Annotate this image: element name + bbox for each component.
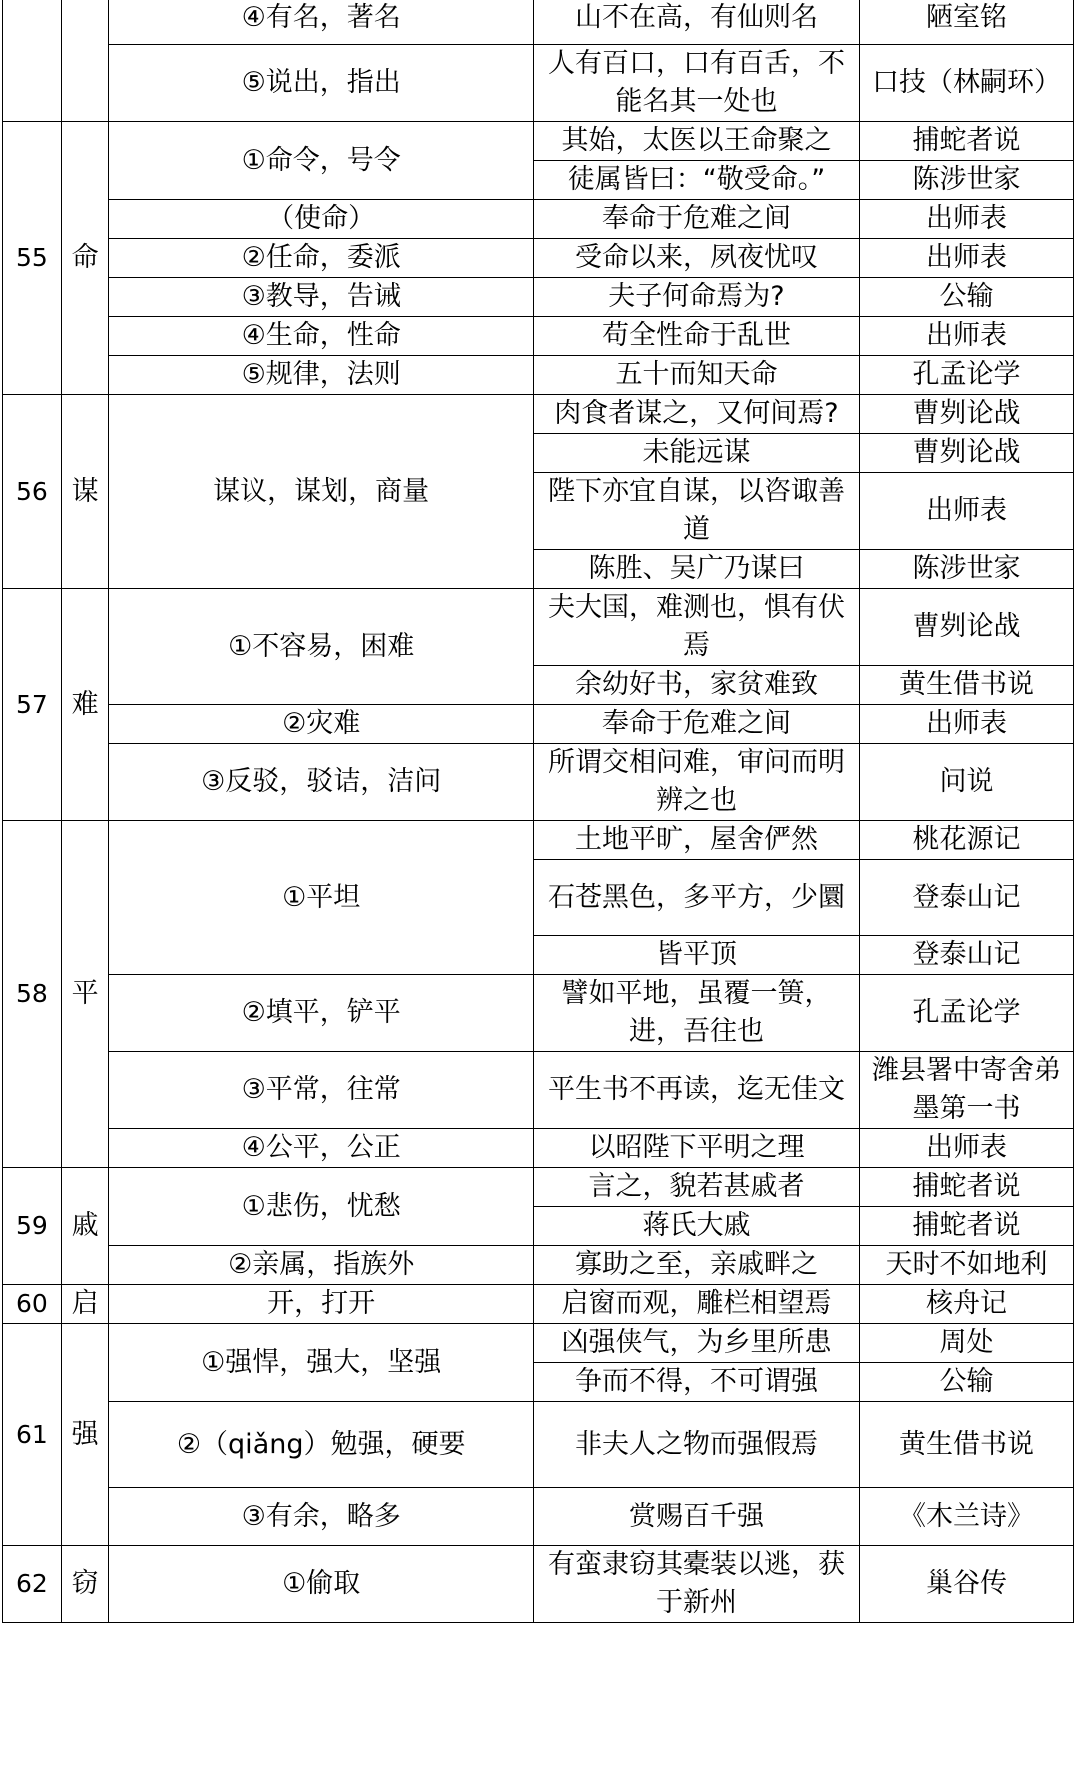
example-cell: 言之，貌若甚戚者 xyxy=(533,1168,859,1207)
source-cell: 陈涉世家 xyxy=(860,161,1074,200)
source-cell: 出师表 xyxy=(860,317,1074,356)
table-row xyxy=(3,1285,1074,1324)
meaning-cell: ②填平，铲平 xyxy=(109,975,534,1052)
table-row xyxy=(3,705,1074,744)
entry-character: 强 xyxy=(61,1324,109,1546)
example-cell: 陈胜、吴广乃谋曰 xyxy=(533,550,859,589)
table-row xyxy=(3,1488,1074,1546)
entry-character: 戚 xyxy=(61,1168,109,1285)
source-cell: 巢谷传 xyxy=(860,1546,1074,1623)
meaning-cell: ②亲属，指族外 xyxy=(109,1246,534,1285)
table-row xyxy=(3,356,1074,395)
meaning-cell: ③反驳，驳诘，洁问 xyxy=(109,744,534,821)
table-row xyxy=(3,1246,1074,1285)
example-cell: 平生书不再读，迄无佳文 xyxy=(533,1052,859,1129)
source-cell: 《木兰诗》 xyxy=(860,1488,1074,1546)
table-row xyxy=(3,239,1074,278)
entry-number xyxy=(3,0,62,122)
meaning-cell: ①偷取 xyxy=(109,1546,534,1623)
example-cell: 五十而知天命 xyxy=(533,356,859,395)
entry-number: 55 xyxy=(3,122,62,395)
table-row xyxy=(3,1129,1074,1168)
source-cell: 曹刿论战 xyxy=(860,395,1074,434)
table-row xyxy=(3,1324,1074,1363)
source-cell: 出师表 xyxy=(860,239,1074,278)
example-cell: 苟全性命于乱世 xyxy=(533,317,859,356)
table-row xyxy=(3,744,1074,821)
source-cell: 周处 xyxy=(860,1324,1074,1363)
example-cell: 徒属皆曰：“敬受命。” xyxy=(533,161,859,200)
meaning-cell: ②灾难 xyxy=(109,705,534,744)
example-cell: 启窗而观，雕栏相望焉 xyxy=(533,1285,859,1324)
meaning-cell: ①强悍，强大，坚强 xyxy=(109,1324,534,1402)
example-cell: 未能远谋 xyxy=(533,434,859,473)
table-row xyxy=(3,1052,1074,1129)
example-cell: 非夫人之物而强假焉 xyxy=(533,1402,859,1488)
source-cell: 问说 xyxy=(860,744,1074,821)
table-row xyxy=(3,1168,1074,1207)
example-cell: 肉食者谋之，又何间焉? xyxy=(533,395,859,434)
meaning-cell: ③教导，告诫 xyxy=(109,278,534,317)
source-cell: 孔孟论学 xyxy=(860,975,1074,1052)
source-cell: 孔孟论学 xyxy=(860,356,1074,395)
example-cell: 受命以来，夙夜忧叹 xyxy=(533,239,859,278)
meaning-cell: ①命令，号令 xyxy=(109,122,534,200)
source-cell: 捕蛇者说 xyxy=(860,122,1074,161)
source-cell: 陈涉世家 xyxy=(860,550,1074,589)
meaning-cell: ③平常，往常 xyxy=(109,1052,534,1129)
table-row xyxy=(3,1402,1074,1488)
source-cell: 捕蛇者说 xyxy=(860,1207,1074,1246)
table-row xyxy=(3,0,1074,45)
example-cell: 余幼好书，家贫难致 xyxy=(533,666,859,705)
table-row xyxy=(3,975,1074,1052)
example-cell: 譬如平地，虽覆一篑，进，吾往也 xyxy=(533,975,859,1052)
entry-character: 谋 xyxy=(61,395,109,589)
example-cell: 争而不得，不可谓强 xyxy=(533,1363,859,1402)
example-cell: 奉命于危难之间 xyxy=(533,705,859,744)
source-cell: 潍县署中寄舍弟墨第一书 xyxy=(860,1052,1074,1129)
table-row xyxy=(3,278,1074,317)
meaning-cell: ③有余，略多 xyxy=(109,1488,534,1546)
source-cell: 黄生借书说 xyxy=(860,666,1074,705)
source-cell: 陋室铭 xyxy=(860,0,1074,45)
entry-character xyxy=(61,0,109,122)
example-cell: 土地平旷，屋舍俨然 xyxy=(533,821,859,860)
example-cell: 有蛮隶窃其橐装以逃，获于新州 xyxy=(533,1546,859,1623)
example-cell: 人有百口，口有百舌，不能名其一处也 xyxy=(533,45,859,122)
example-cell: 夫子何命焉为? xyxy=(533,278,859,317)
example-cell: 皆平顶 xyxy=(533,936,859,975)
source-cell: 出师表 xyxy=(860,473,1074,550)
meaning-cell: 谋议，谋划，商量 xyxy=(109,395,534,589)
table-row xyxy=(3,821,1074,860)
entry-number: 58 xyxy=(3,821,62,1168)
source-cell: 曹刿论战 xyxy=(860,589,1074,666)
table-row xyxy=(3,395,1074,434)
table-row xyxy=(3,1546,1074,1623)
source-cell: 天时不如地利 xyxy=(860,1246,1074,1285)
entry-number: 56 xyxy=(3,395,62,589)
meaning-cell: ④公平，公正 xyxy=(109,1129,534,1168)
source-cell: 出师表 xyxy=(860,200,1074,239)
example-cell: 赏赐百千强 xyxy=(533,1488,859,1546)
table-row xyxy=(3,317,1074,356)
source-cell: 口技（林嗣环） xyxy=(860,45,1074,122)
entry-number: 60 xyxy=(3,1285,62,1324)
meaning-cell: ②（qiǎng）勉强，硬要 xyxy=(109,1402,534,1488)
entry-number: 59 xyxy=(3,1168,62,1285)
source-cell: 黄生借书说 xyxy=(860,1402,1074,1488)
entry-character: 启 xyxy=(61,1285,109,1324)
meaning-cell: ⑤说出，指出 xyxy=(109,45,534,122)
entry-number: 62 xyxy=(3,1546,62,1623)
entry-character: 命 xyxy=(61,122,109,395)
table-row xyxy=(3,200,1074,239)
meaning-cell: ⑤规律，法则 xyxy=(109,356,534,395)
example-cell: 石苍黑色，多平方，少圜 xyxy=(533,860,859,936)
source-cell: 公输 xyxy=(860,1363,1074,1402)
meaning-cell: ④生命，性命 xyxy=(109,317,534,356)
source-cell: 捕蛇者说 xyxy=(860,1168,1074,1207)
entry-character: 窃 xyxy=(61,1546,109,1623)
example-cell: 夫大国，难测也，惧有伏焉 xyxy=(533,589,859,666)
source-cell: 登泰山记 xyxy=(860,936,1074,975)
example-cell: 陛下亦宜自谋，以咨诹善道 xyxy=(533,473,859,550)
source-cell: 出师表 xyxy=(860,1129,1074,1168)
meaning-cell: ②任命，委派 xyxy=(109,239,534,278)
source-cell: 登泰山记 xyxy=(860,860,1074,936)
source-cell: 曹刿论战 xyxy=(860,434,1074,473)
source-cell: 公输 xyxy=(860,278,1074,317)
example-cell: 山不在高，有仙则名 xyxy=(533,0,859,45)
example-cell: 寡助之至，亲戚畔之 xyxy=(533,1246,859,1285)
example-cell: 凶强侠气，为乡里所患 xyxy=(533,1324,859,1363)
example-cell: 奉命于危难之间 xyxy=(533,200,859,239)
example-cell: 所谓交相问难，审问而明辨之也 xyxy=(533,744,859,821)
source-cell: 出师表 xyxy=(860,705,1074,744)
entry-number: 57 xyxy=(3,589,62,821)
meaning-cell: （使命） xyxy=(109,200,534,239)
meaning-cell: ①不容易，困难 xyxy=(109,589,534,705)
entry-number: 61 xyxy=(3,1324,62,1546)
example-cell: 其始，太医以王命聚之 xyxy=(533,122,859,161)
meaning-cell: 开，打开 xyxy=(109,1285,534,1324)
source-cell: 核舟记 xyxy=(860,1285,1074,1324)
table-row xyxy=(3,589,1074,666)
meaning-cell: ①悲伤，忧愁 xyxy=(109,1168,534,1246)
example-cell: 蒋氏大戚 xyxy=(533,1207,859,1246)
example-cell: 以昭陛下平明之理 xyxy=(533,1129,859,1168)
source-cell: 桃花源记 xyxy=(860,821,1074,860)
table-row xyxy=(3,122,1074,161)
table-row xyxy=(3,45,1074,122)
entry-character: 难 xyxy=(61,589,109,821)
entry-character: 平 xyxy=(61,821,109,1168)
meaning-cell: ④有名，著名 xyxy=(109,0,534,45)
meaning-cell: ①平坦 xyxy=(109,821,534,975)
vocabulary-table xyxy=(2,0,1074,1623)
